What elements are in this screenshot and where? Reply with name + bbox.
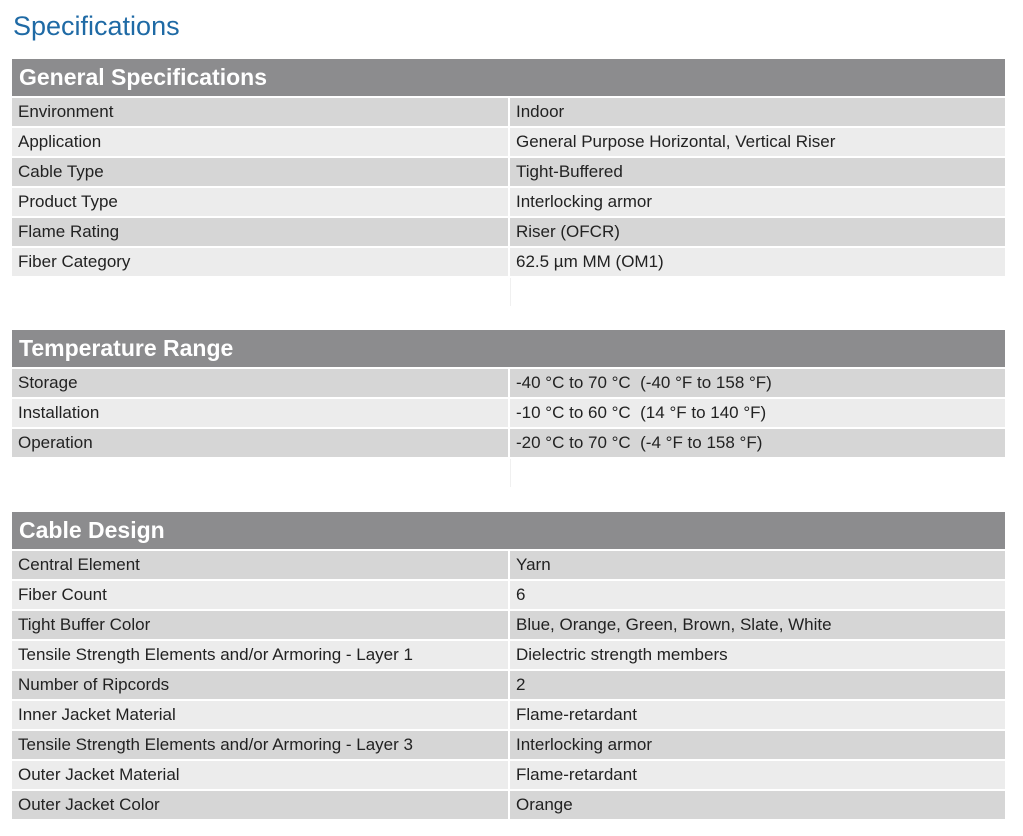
spec-label: Fiber Category xyxy=(12,248,508,276)
spec-label: Fiber Count xyxy=(12,581,508,609)
spec-value: General Purpose Horizontal, Vertical Riser xyxy=(510,128,1005,156)
spec-value: Blue, Orange, Green, Brown, Slate, White xyxy=(510,611,1005,639)
table-row xyxy=(12,218,1005,246)
spec-value: -20 °C to 70 °C (-4 °F to 158 °F) xyxy=(510,429,1005,457)
spec-value: 2 xyxy=(510,671,1005,699)
spec-label: Tight Buffer Color xyxy=(12,611,508,639)
temperature-range-table xyxy=(12,330,1005,487)
spec-value: Orange xyxy=(510,791,1005,819)
spacer-cell xyxy=(12,278,508,306)
spec-value: Tight-Buffered xyxy=(510,158,1005,186)
spec-label: Storage xyxy=(12,369,508,397)
table-row xyxy=(12,248,1005,276)
spec-value: -10 °C to 60 °C (14 °F to 140 °F) xyxy=(510,399,1005,427)
spec-label: Tensile Strength Elements and/or Armoring - Layer 3 xyxy=(12,731,508,759)
spacer-cell xyxy=(12,459,508,487)
table-row xyxy=(12,641,1005,669)
spec-label: Environment xyxy=(12,98,508,126)
spec-value: 62.5 µm MM (OM1) xyxy=(510,248,1005,276)
spec-label: Flame Rating xyxy=(12,218,508,246)
section-header-temperature-range: Temperature Range xyxy=(12,330,1005,367)
spec-value: Dielectric strength members xyxy=(510,641,1005,669)
cable-design-table xyxy=(12,512,1005,819)
spec-label: Tensile Strength Elements and/or Armoring - Layer 1 xyxy=(12,641,508,669)
spec-value: Riser (OFCR) xyxy=(510,218,1005,246)
table-row xyxy=(12,429,1005,457)
table-row xyxy=(12,128,1005,156)
table-row xyxy=(12,701,1005,729)
page-title: Specifications xyxy=(13,11,180,41)
table-row xyxy=(12,791,1005,819)
table-row xyxy=(12,551,1005,579)
section-header-general-specifications: General Specifications xyxy=(12,59,1005,96)
spacer-cell xyxy=(510,459,1005,487)
spec-value: Yarn xyxy=(510,551,1005,579)
spec-label: Operation xyxy=(12,429,508,457)
table-row-spacer xyxy=(12,459,1005,487)
table-row xyxy=(12,399,1005,427)
spec-label: Central Element xyxy=(12,551,508,579)
table-row xyxy=(12,98,1005,126)
table-row xyxy=(12,731,1005,759)
general-specifications-table xyxy=(12,59,1005,306)
spec-value: Interlocking armor xyxy=(510,731,1005,759)
spec-label: Outer Jacket Material xyxy=(12,761,508,789)
spec-label: Number of Ripcords xyxy=(12,671,508,699)
spec-label: Outer Jacket Color xyxy=(12,791,508,819)
table-row-spacer xyxy=(12,278,1005,306)
table-row xyxy=(12,761,1005,789)
spec-value: Indoor xyxy=(510,98,1005,126)
spec-label: Cable Type xyxy=(12,158,508,186)
spec-value: -40 °C to 70 °C (-40 °F to 158 °F) xyxy=(510,369,1005,397)
table-row xyxy=(12,611,1005,639)
table-row xyxy=(12,188,1005,216)
spec-value: 6 xyxy=(510,581,1005,609)
spacer-cell xyxy=(510,278,1005,306)
table-row xyxy=(12,671,1005,699)
spec-label: Installation xyxy=(12,399,508,427)
spec-label: Application xyxy=(12,128,508,156)
table-row xyxy=(12,581,1005,609)
spec-label: Inner Jacket Material xyxy=(12,701,508,729)
table-row xyxy=(12,158,1005,186)
spec-value: Flame-retardant xyxy=(510,761,1005,789)
spec-value: Interlocking armor xyxy=(510,188,1005,216)
section-header-cable-design: Cable Design xyxy=(12,512,1005,549)
spec-value: Flame-retardant xyxy=(510,701,1005,729)
table-row xyxy=(12,369,1005,397)
spec-label: Product Type xyxy=(12,188,508,216)
